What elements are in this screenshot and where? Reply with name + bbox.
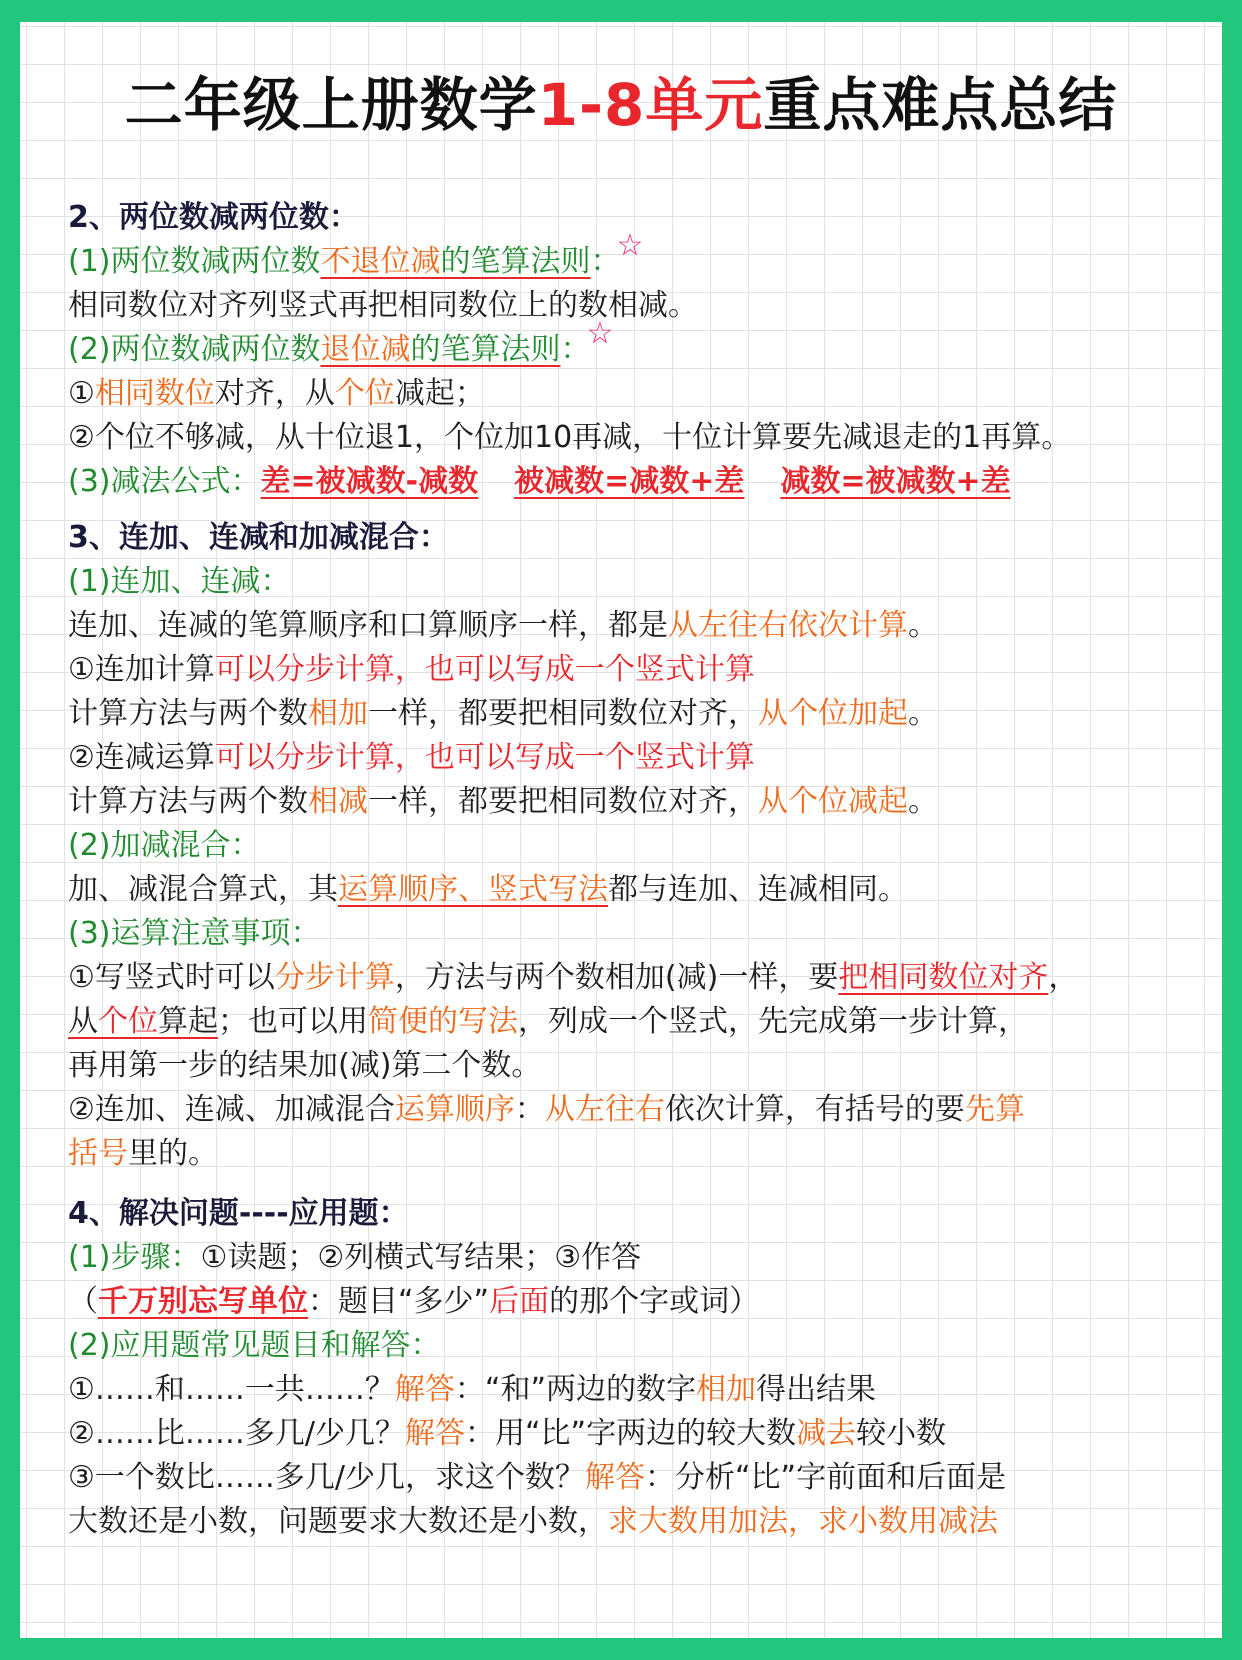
s2-line-4: ①相同数位对齐，从个位减起； bbox=[68, 376, 485, 411]
section-2-heading: 2、两位数减两位数： bbox=[68, 200, 359, 235]
s3-line-6: 计算方法与两个数相减一样，都要把相同数位对齐，从个位减起。 bbox=[68, 784, 938, 819]
s4-line-2: （千万别忘写单位：题目“多少”后面的那个字或词） bbox=[68, 1284, 760, 1319]
s4-line-5: ②……比……多几/少几？解答：用“比”字两边的较大数减去较小数 bbox=[68, 1416, 947, 1451]
s3-line-1: (1)连加、连减： bbox=[68, 564, 291, 599]
s2-line-6: (3)减法公式：差=被减数-减数 被减数=减数+差 减数=被减数+差 bbox=[68, 464, 1011, 499]
s2-line-3: (2)两位数减两位数退位减的笔算法则：☆ bbox=[68, 316, 614, 367]
s4-line-1: (1)步骤：①读题；②列横式写结果；③作答 bbox=[68, 1240, 642, 1275]
s3-line-4: 计算方法与两个数相加一样，都要把相同数位对齐，从个位加起。 bbox=[68, 696, 938, 731]
s3-line-13: ②连加、连减、加减混合运算顺序：从左往右依次计算，有括号的要先算 bbox=[68, 1092, 1025, 1127]
s3-line-9: (3)运算注意事项： bbox=[68, 916, 321, 951]
s3-line-8: 加、减混合算式，其运算顺序、竖式写法都与连加、连减相同。 bbox=[68, 872, 908, 907]
s4-line-7: 大数还是小数，问题要求大数还是小数，求大数用加法，求小数用减法 bbox=[68, 1504, 998, 1539]
s3-line-3: ①连加计算可以分步计算，也可以写成一个竖式计算 bbox=[68, 652, 755, 687]
s3-line-12: 再用第一步的结果加(减)第二个数。 bbox=[68, 1048, 542, 1083]
s4-line-3: (2)应用题常见题目和解答： bbox=[68, 1328, 441, 1363]
note-sheet bbox=[20, 22, 1222, 1638]
s3-line-7: (2)加减混合： bbox=[68, 828, 261, 863]
section-3-heading: 3、连加、连减和加减混合： bbox=[68, 520, 449, 555]
section-4-heading: 4、解决问题----应用题： bbox=[68, 1196, 409, 1231]
s3-line-10: ①写竖式时可以分步计算，方法与两个数相加(减)一样，要把相同数位对齐， bbox=[68, 960, 1079, 995]
s4-line-6: ③一个数比……多几/少几，求这个数？解答：分析“比”字前面和后面是 bbox=[68, 1460, 1007, 1495]
s2-line-1: (1)两位数减两位数不退位减的笔算法则：☆ bbox=[68, 228, 644, 279]
star-icon: ☆ bbox=[616, 228, 644, 263]
s2-line-2: 相同数位对齐列竖式再把相同数位上的数相减。 bbox=[68, 288, 698, 323]
s2-line-5: ②个位不够减，从十位退1，个位加10再减，十位计算要先减退走的1再算。 bbox=[68, 420, 1072, 455]
s3-line-2: 连加、连减的笔算顺序和口算顺序一样，都是从左往右依次计算。 bbox=[68, 608, 938, 643]
page-title: 二年级上册数学1-8单元重点难点总结 bbox=[124, 71, 1118, 139]
s3-line-14: 括号里的。 bbox=[68, 1136, 218, 1171]
s3-line-11: 从个位算起；也可以用简便的写法，列成一个竖式，先完成第一步计算， bbox=[68, 1004, 1028, 1039]
s3-line-5: ②连减运算可以分步计算，也可以写成一个竖式计算 bbox=[68, 740, 755, 775]
s4-line-4: ①……和……一共……？解答：“和”两边的数字相加得出结果 bbox=[68, 1372, 876, 1407]
star-icon: ☆ bbox=[586, 316, 614, 351]
